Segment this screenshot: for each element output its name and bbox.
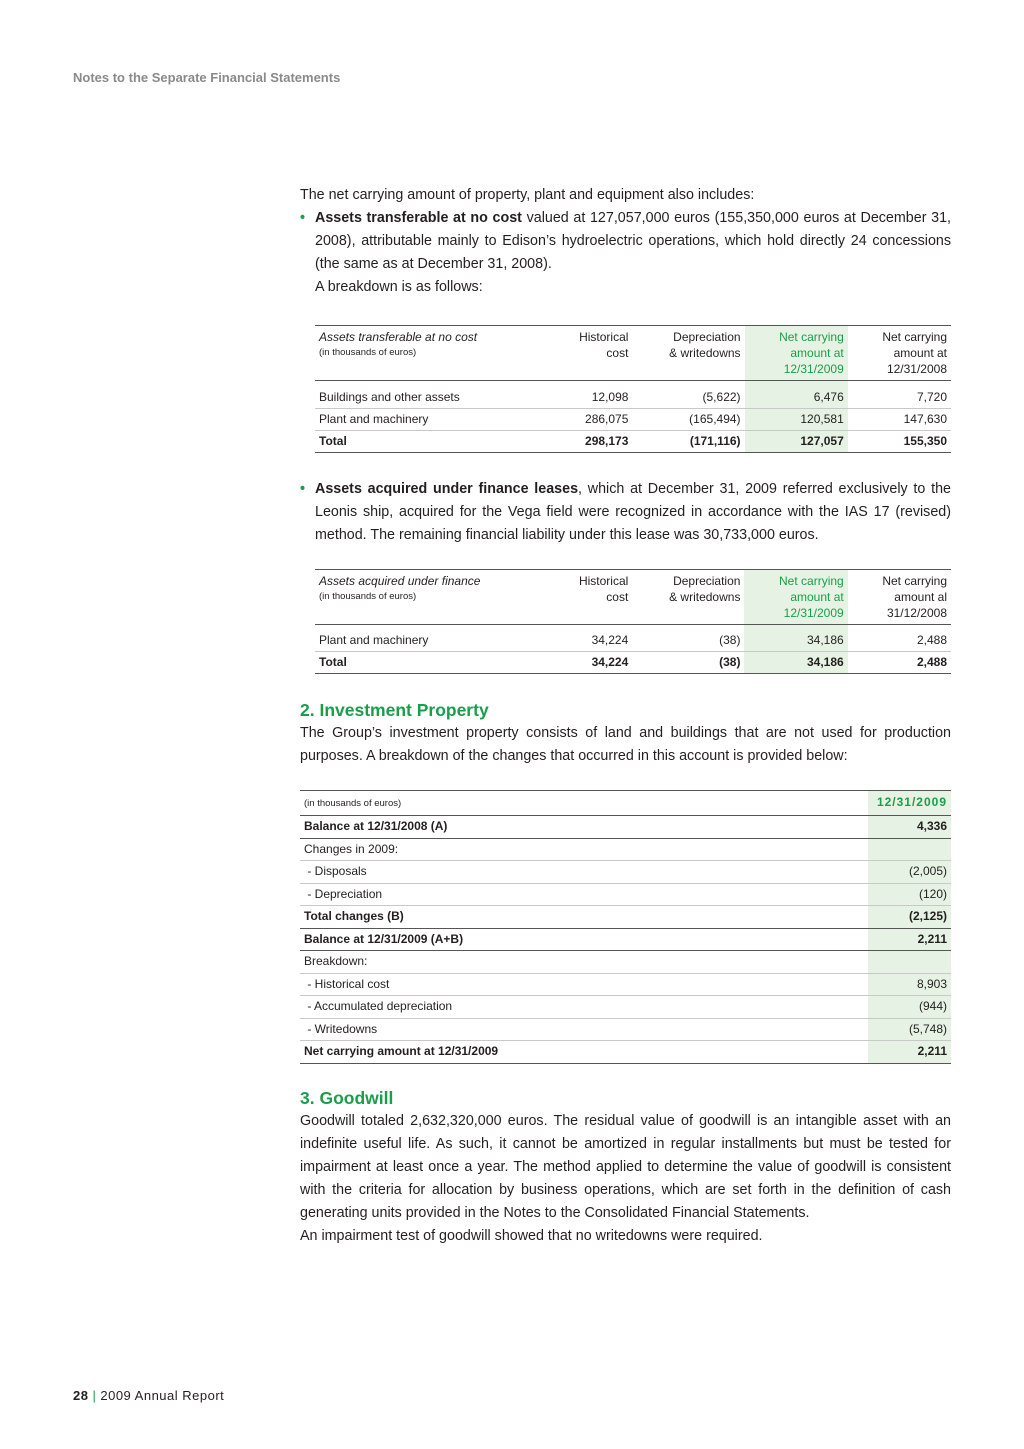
table1-title: Assets transferable at no cost bbox=[319, 330, 478, 344]
section3-text2: An impairment test of goodwill showed that no writedowns were required. bbox=[300, 1227, 763, 1244]
table-row: Buildings and other assets 12,098 (5,622) 6,476 7,720 bbox=[315, 387, 951, 409]
section2-text: The Group’s investment property consists of land and buildings that are not used for production purposes. A breakdown of the changes that occurred in this account is provided below: bbox=[300, 725, 951, 764]
bullet2-bold: Assets acquired under finance leases bbox=[315, 480, 579, 497]
table-row: Net carrying amount at 12/31/2009 2,211 bbox=[300, 1041, 951, 1064]
table2-col-depreciation: Depreciation & writedowns bbox=[669, 573, 741, 604]
section2-heading: 2. Investment Property bbox=[300, 700, 489, 720]
bullet-finance-leases bbox=[300, 478, 951, 547]
table3-subtitle: (in thousands of euros) bbox=[304, 798, 402, 809]
bullet1-text: valued at 127,057,000 euros (155,350,000 euros at December 31, 2008), attributable mainly to Edison’s hydroelectric operations, which hold directly 24 concessions (the same as at December 31, 2008). bbox=[315, 210, 951, 272]
table3-col-2009: 12/31/2009 bbox=[868, 791, 951, 816]
footer-separator: | bbox=[92, 1388, 97, 1403]
table-investment-property bbox=[300, 790, 951, 1064]
table-row: - Disposals (2,005) bbox=[300, 861, 951, 884]
report-name: 2009 Annual Report bbox=[100, 1388, 225, 1403]
breakdown-line: A breakdown is as follows: bbox=[315, 279, 483, 295]
table-row: Plant and machinery 286,075 (165,494) 120,581 147,630 bbox=[315, 408, 951, 430]
table-row: Balance at 12/31/2008 (A) 4,336 bbox=[300, 816, 951, 839]
table-row: - Writedowns (5,748) bbox=[300, 1018, 951, 1041]
bullet-dot-icon: • bbox=[300, 480, 306, 497]
page-footer bbox=[73, 1388, 224, 1403]
bullet-dot-icon: • bbox=[300, 210, 306, 226]
table2-col-historical: Historical cost bbox=[578, 573, 629, 604]
table1-subtitle: (in thousands of euros) bbox=[319, 347, 417, 358]
table1-header-row bbox=[315, 326, 951, 381]
table-row: - Historical cost 8,903 bbox=[300, 973, 951, 996]
table-row: Breakdown: bbox=[300, 951, 951, 974]
table-row: Plant and machinery 34,224 (38) 34,186 2,488 bbox=[315, 630, 951, 652]
table2-col-net-2008: Net carrying amount al 31/12/2008 bbox=[882, 573, 947, 620]
table2-title-cell bbox=[315, 569, 543, 624]
bullet-assets-transferable bbox=[300, 207, 951, 276]
section3-heading: 3. Goodwill bbox=[300, 1087, 394, 1108]
page-content bbox=[300, 184, 951, 1248]
table3-header-row bbox=[300, 791, 951, 816]
table1-col-net-2009: Net carrying amount at 12/31/2009 bbox=[745, 326, 848, 381]
table1-col-depreciation: Depreciation & writedowns bbox=[669, 330, 741, 360]
running-header: Notes to the Separate Financial Statements bbox=[73, 70, 341, 85]
page-number: 28 bbox=[73, 1388, 89, 1403]
table1-col-net-2008: Net carrying amount at 12/31/2008 bbox=[882, 330, 947, 376]
table1-title-cell bbox=[315, 326, 543, 381]
table1-col-historical: Historical cost bbox=[579, 330, 629, 360]
table2-col-net-2009: Net carrying amount at 12/31/2009 bbox=[744, 569, 847, 624]
table-assets-transferable bbox=[315, 325, 951, 453]
table2-subtitle: (in thousands of euros) bbox=[319, 590, 417, 602]
table-row: Total changes (B) (2,125) bbox=[300, 906, 951, 929]
table-row: - Accumulated depreciation (944) bbox=[300, 996, 951, 1019]
table-row: Changes in 2009: bbox=[300, 838, 951, 861]
bullet1-bold: Assets transferable at no cost bbox=[315, 210, 522, 226]
table-finance-leases bbox=[315, 569, 951, 675]
table-row: - Depreciation (120) bbox=[300, 883, 951, 906]
table2-title: Assets acquired under finance bbox=[319, 573, 481, 588]
bullet2-text: , which at December 31, 2009 referred exclusively to the Leonis ship, acquired for the Vega field were recognized in accordance with the IAS 17 (revised) method. The remaining financial liability under this lease was 30,733,000 euros. bbox=[315, 480, 951, 543]
section3-text: Goodwill totaled 2,632,320,000 euros. The residual value of goodwill is an intangible asset with an indefinite useful life. As such, it cannot be amortized in regular installments but must be tested for impairment at least once a year. The method applied to determine the value of goodwill is consistent with the criteria for allocation by business operations, which are set forth in the definition of cash generating units provided in the Notes to the Consolidated Financial Statements. bbox=[300, 1112, 951, 1221]
intro-line: The net carrying amount of property, plant and equipment also includes: bbox=[300, 187, 755, 203]
table-row: Balance at 12/31/2009 (A+B) 2,211 bbox=[300, 928, 951, 951]
table2-total-row: Total 34,224 (38) 34,186 2,488 bbox=[315, 652, 951, 674]
table2-header-row bbox=[315, 569, 951, 624]
table1-total-row: Total 298,173 (171,116) 127,057 155,350 bbox=[315, 430, 951, 452]
